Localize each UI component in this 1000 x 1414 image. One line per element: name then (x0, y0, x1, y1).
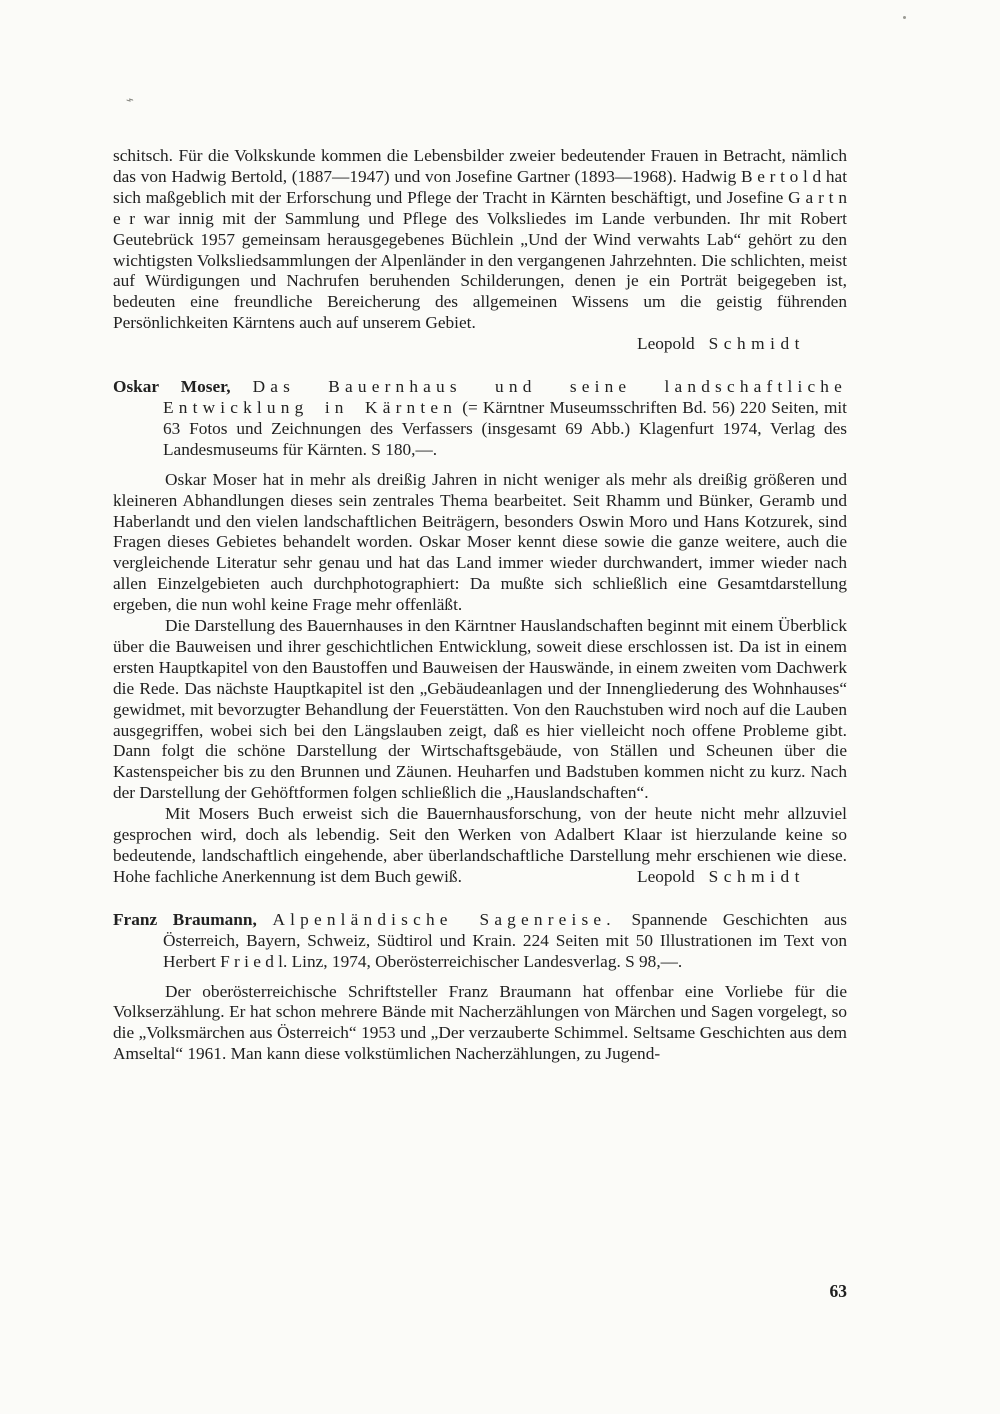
signature-leopold-schmidt (113, 334, 847, 355)
pen-mark: ⌁ (124, 91, 136, 108)
moser-review-paragraph-1: Oskar Moser hat in mehr als dreißig Jahren in nicht weniger als mehr als dreißig größeren und kleineren Abhandlungen dieses sein zentrales Thema bearbeitet. Seit Rhamm und Bünker, Geramb und Haberlandt und den vielen landschaftlichen Beiträgern, besonders Oswin Moro und Hans Kotzurek, sind Fragen dieses Gebietes behandelt worden. Oskar Moser kennt diese sowie die ganze weitere, auch die vergleichende Literatur sehr genau und hat das Land immer wieder durchwandert, immer wieder nach allen Einzelgebieten auch durchphotographiert: Da mußte sich schließlich eine Gesamtdarstellung ergeben, die nun wohl keine Frage mehr offenläßt. (113, 469, 847, 615)
moser-review-paragraph-2: Die Darstellung des Bauernhauses in den Kärntner Hauslandschaften beginnt mit einem Überblick über die Bauweisen und ihrer geschichtlichen Entwicklung, soweit diese erschlossen ist. Da ist in einem ersten Hauptkapitel von den Baustoffen und Bauweisen der Hauswände, in einem zweiten vom Dachwerk die Rede. Das nächste Hauptkapitel ist den „Gebäudeanlagen und der Innengliederung des Wohnhauses“ gewidmet, mit bevorzugter Behandlung der Feuerstätten. Von den Rauchstuben wird noch auf die Lauben ausgegriffen, wobei sich bei den Längslauben zeigt, daß es hier vielleicht noch offene Probleme gibt. Dann folgt die schöne Darstellung der Wirtschaftsgebäude, von Ställen und Scheunen über die Kastenspeicher bis zu den Brunnen und Zäunen. Heuharfen und Badstuben kommen nicht zu kurz. Nach der Darstellung der Gehöftformen folgen schließlich die „Hauslandschaften“. (113, 616, 847, 803)
entry-details: Spannende Geschichten aus Österreich, Bayern, Schweiz, Südtirol und Krain. 224 Seiten mit 50 Illustrationen im Text von Herbert F r i e d l. Linz, 1974, Oberösterreichischer Landesverlag. S 98,—. (163, 909, 848, 971)
braumann-review-paragraph-1: Der oberösterreichische Schriftsteller Franz Braumann hat offenbar eine Vorliebe für die Volkserzählung. Er hat schon mehrere Bände mit Nacherzählungen von Märchen und Sagen vorgelegt, so die „Volksmärchen aus Österreich“ 1953 und „Der verzauberte Schimmel. Seltsame Geschichten aus dem Amseltal“ 1961. Man kann diese volkstümlichen Nacherzählungen, zu Jugend- (113, 981, 847, 1064)
signature-family-name: Schmidt (708, 866, 805, 886)
signature-given-name: Leopold (637, 334, 695, 354)
bibliography-entry-moser (113, 377, 847, 461)
page-number: 63 (829, 1281, 847, 1301)
speck-mark (903, 16, 906, 19)
review-continuation-paragraph: schitsch. Für die Volkskunde kommen die Lebensbilder zweier bedeutender Frauen in Betracht, nämlich das von Hadwig Bertold, (1887—1947) und von Josefine Gartner (1893—1968). Hadwig B e r t o l d hat sich maßgeblich mit der Erforschung und Pflege der Tracht in Kärnten beschäftigt, und Josefine G a r t n e r war innig mit der Sammlung und Pflege des Volksliedes im Lande verbunden. Ihr mit Robert Geutebrück 1957 gemeinsam herausgegebenes Büchlein „Und der Wind verwahts Lab“ gehört zu den wichtigsten Volksliedsammlungen der Alpenländer in den vergangenen Jahrzehnten. Die schlichten, meist auf Würdigungen und Nachrufen beruhenden Schilderungen, denen je ein Porträt beigegeben ist, bedeuten eine freundliche Bereicherung des allgemeinen Wissens um die geistig führenden Persönlichkeiten Kärntens auch auf unserem Gebiet. (113, 146, 847, 333)
entry-author: Oskar Moser, (113, 377, 231, 397)
bibliography-entry-braumann (113, 910, 847, 973)
signature-given-name: Leopold (637, 866, 695, 886)
entry-title: Das Bauernhaus und seine landschaftliche Entwicklung in Kärnten (163, 377, 847, 417)
entry-title: Alpenländische Sagenreise. (272, 909, 616, 929)
moser-review-paragraph-3: Mit Mosers Buch erweist sich die Bauernhausforschung, von der heute nicht mehr allzuviel gesprochen wird, doch als lebendig. Seit den Werken von Adalbert Klaar ist hierzulande keine so bedeutende, landschaftlich eingehende, aber überlandschaftliche Darstellung mehr erschienen wie diese. Hohe fachliche Anerkennung ist dem Buch gewiß. (113, 804, 847, 886)
entry-author: Franz Braumann, (113, 909, 257, 929)
signature-family-name: Schmidt (708, 334, 805, 354)
page-content (113, 146, 847, 1065)
entry-details: (= Kärntner Museumsschriften Bd. 56) 220 Seiten, mit 63 Fotos und Zeichnungen des Verfassers (insgesamt 69 Abb.) Klagenfurt 1974, Verlag des Landesmuseums für Kärnten. S 180,—. (163, 397, 847, 459)
